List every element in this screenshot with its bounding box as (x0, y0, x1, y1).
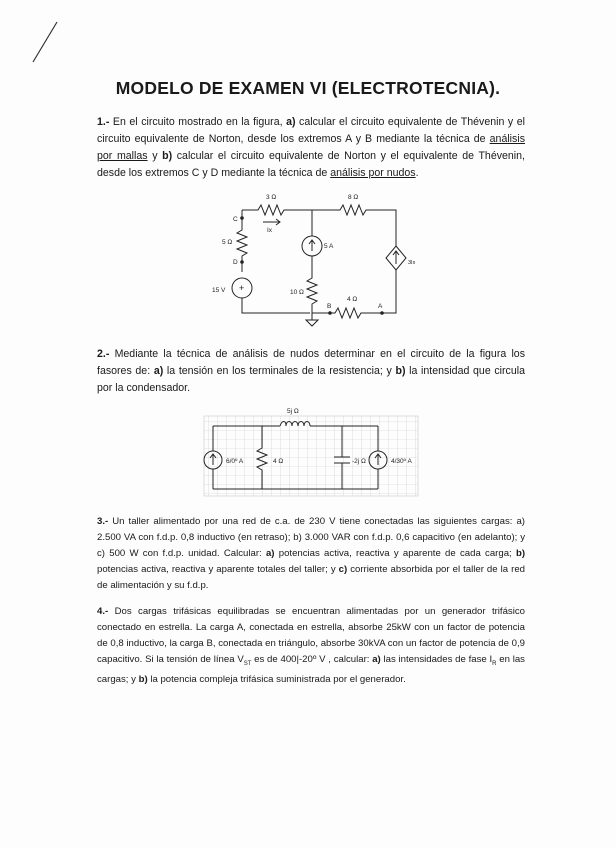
q4-text-4: en las cargas; y (97, 654, 525, 685)
q3-text-1: Un taller alimentado por una red de c.a. de 230 V tiene conectadas las siguientes cargas: a) 2.500 VA con f.d.p. 0,8 inductivo (en retraso); b) 3.000 VAR con f.d.p. 0,6 capacitivo (en adelanto); y c) 500 W con f.d.p. unidad. Calcular: (97, 516, 525, 559)
fig1-label-r4: 4 Ω (347, 296, 358, 303)
fig1-label-B: B (327, 303, 332, 310)
q1-text-5: . (415, 167, 419, 179)
fig1-label-A: A (378, 303, 383, 310)
fig2-label-resistor: 4 Ω (273, 458, 284, 465)
circuit-figure-1 (200, 188, 415, 333)
fig1-label-dep: 3Ix (408, 260, 415, 266)
q1-part-a: a) (286, 116, 296, 128)
q4-subscript-st: ST (243, 660, 252, 667)
fig1-label-plus: + (239, 283, 245, 293)
q4-text-2: es de 400|-20º V , calcular: (251, 654, 373, 665)
question-2 (97, 346, 525, 397)
q1-number: 1.- (97, 116, 110, 128)
fig1-label-r5: 5 Ω (222, 239, 233, 246)
q1-underline-mallas: análisis por mallas (97, 133, 525, 162)
question-4 (97, 604, 525, 688)
circuit-figure-2 (200, 404, 425, 500)
q3-part-a: a) (265, 548, 275, 559)
fig1-label-D: D (233, 259, 238, 266)
fig1-label-r3: 3 Ω (266, 194, 277, 201)
question-3 (97, 514, 525, 594)
page-title: MODELO DE EXAMEN VI (ELECTROTECNIA). (115, 78, 501, 98)
q4-part-b: b) (138, 673, 148, 685)
q2-part-a: a) (153, 365, 164, 377)
fig1-label-r8: 8 Ω (348, 194, 359, 201)
q2-text-2: la tensión en los terminales de la resistencia; y (163, 365, 396, 377)
q3-part-c: c) (338, 564, 348, 575)
fig1-label-v15: 15 V (212, 287, 226, 294)
fig2-label-inductor: 5j Ω (287, 408, 299, 415)
q3-part-b: b) (515, 548, 526, 559)
fig2-label-capacitor: -2j Ω (352, 458, 366, 465)
q4-number: 4.- (97, 606, 109, 617)
q3-text-4: corriente absorbida por el taller de la red de alimentación y su f.d.p. (97, 564, 525, 591)
q2-text-1: Mediante la técnica de análisis de nudos determinar en el circuito de la figura los fasores de: (97, 348, 525, 377)
q3-text-3: potencias activa, reactiva y aparente totales del taller; y (97, 564, 339, 575)
q1-text-2: calcular el circuito equivalente de Thévenin y el circuito equivalente de Norton, desde los extremos A y B mediante la técnica de (97, 116, 525, 145)
q1-text-3: y (147, 150, 163, 162)
question-1 (97, 114, 525, 182)
q4-subscript-r: R (492, 660, 497, 667)
q4-text-5: la potencia compleja trifásica suministrada por el generador. (147, 673, 406, 685)
pen-mark (0, 0, 80, 70)
fig1-label-r10: 10 Ω (290, 289, 304, 296)
q2-part-b: b) (395, 365, 406, 377)
fig1-label-ix: Ix (267, 227, 273, 234)
q4-text-1: Dos cargas trifásicas equilibradas se encuentran alimentadas por un generador trifásico conectado en estrella. La carga A, conectada en estrella, absorbe 25kW con un factor de potencia de 0,8 inductivo, la carga B, conectada en triángulo, absorbe 30kVA con un factor de potencia de 0,9 capacitivo. Si la tensión de línea V (97, 606, 525, 665)
q2-text-3: la intensidad que circula por la condensador. (97, 365, 525, 394)
q1-text-1: En el circuito mostrado en la figura, (109, 116, 287, 128)
q1-part-b: b) (162, 150, 173, 162)
fig1-label-C: C (233, 216, 238, 223)
q1-text-4: calcular el circuito equivalente de Norton y el equivalente de Thévenin, desde los extremos C y D mediante la técnica de (97, 150, 525, 179)
q3-number: 3.- (97, 516, 109, 527)
fig2-label-source-2: 4/30º A (391, 458, 412, 465)
q4-text-3: las intensidades de fase I (380, 654, 493, 665)
q4-part-a: a) (372, 654, 381, 665)
fig1-label-i5: 5 A (324, 243, 334, 250)
q3-text-2: potencias activa, reactiva y aparente de cada carga; (274, 548, 516, 559)
q1-underline-nudos: análisis por nudos (330, 167, 416, 179)
q2-number: 2.- (97, 348, 110, 360)
fig2-label-source-1: 6/0º A (226, 458, 244, 465)
